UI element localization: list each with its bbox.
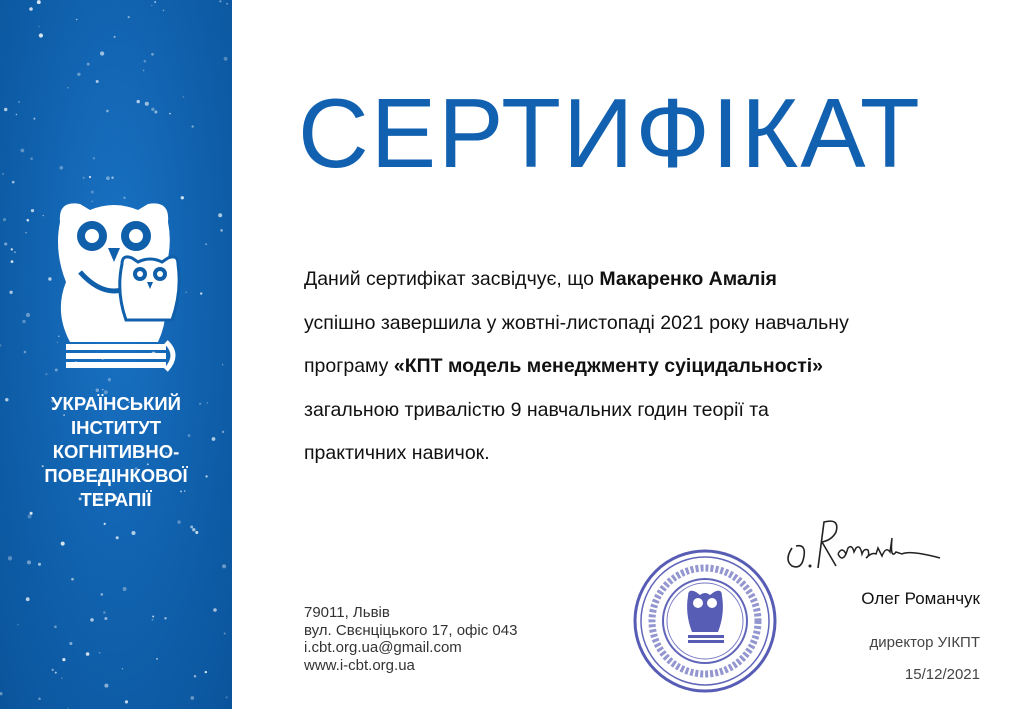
address-city: 79011, Львів [304, 604, 390, 621]
star-dot [61, 542, 65, 546]
round-seal-stamp [630, 546, 780, 696]
star-dot [183, 96, 185, 98]
body-text-intro: Даний сертифікат засвідчує, що [304, 268, 600, 290]
star-dot [62, 658, 65, 661]
recipient-name: Макаренко Амалія [599, 268, 777, 290]
star-dot [83, 177, 85, 179]
star-dot [100, 593, 103, 596]
star-dot [116, 536, 119, 539]
star-dot [137, 100, 140, 103]
star-dot [152, 616, 154, 618]
handwritten-signature [780, 508, 950, 580]
star-dot [213, 608, 217, 612]
star-dot [38, 697, 41, 700]
star-dot [102, 389, 103, 390]
star-dot [9, 291, 12, 294]
body-line-4: загальною тривалістю 9 навчальних годин теорії та [304, 398, 769, 421]
program-name: «КПТ модель менеджменту суіцидальності» [393, 355, 824, 377]
star-dot [154, 1, 156, 3]
star-dot [18, 101, 20, 103]
star-dot [218, 213, 222, 217]
signer-name: Олег Романчук [861, 589, 980, 608]
star-dot [27, 560, 31, 564]
star-dot [99, 652, 101, 654]
star-dot [27, 219, 30, 222]
star-dot [145, 102, 149, 106]
star-dot [14, 251, 16, 253]
star-dot [154, 111, 157, 114]
star-dot [151, 108, 154, 111]
star-dot [125, 700, 128, 703]
star-dot [222, 564, 226, 568]
star-dot [200, 292, 202, 294]
star-dot [89, 176, 91, 178]
star-dot [222, 364, 223, 365]
star-dot [123, 587, 127, 591]
star-dot [12, 181, 15, 184]
star-dot [219, 0, 221, 2]
star-dot [90, 618, 94, 622]
star-dot [68, 707, 69, 708]
star-dot [38, 26, 39, 27]
star-dot [24, 351, 27, 354]
star-dot [205, 671, 207, 673]
star-dot [111, 176, 113, 178]
star-dot [0, 692, 3, 695]
star-dot [45, 373, 47, 375]
star-dot [16, 114, 18, 116]
star-dot [61, 677, 62, 678]
star-dot [220, 229, 223, 232]
institute-name-line: УКРАЇНСЬКИЙ [51, 393, 181, 414]
signer-role: директор УІКПТ [869, 634, 980, 651]
star-dot [21, 149, 25, 153]
star-dot [33, 118, 35, 120]
star-dot [104, 523, 106, 525]
star-dot [152, 619, 154, 621]
star-dot [226, 3, 228, 4]
star-dot [29, 7, 33, 11]
contact-address [304, 604, 517, 674]
address-website: www.i-cbt.org.ua [304, 656, 415, 674]
star-dot [86, 652, 90, 656]
star-dot [164, 617, 166, 619]
certificate-date: 15/12/2021 [904, 666, 980, 683]
star-dot [103, 611, 106, 614]
body-text-program-prefix: програму [304, 355, 394, 377]
body-line-3 [304, 345, 1004, 389]
star-dot [169, 113, 171, 115]
star-dot [104, 617, 107, 620]
star-dot [104, 684, 108, 688]
body-line-5: практичних навичок. [304, 442, 490, 464]
star-dot [77, 73, 80, 76]
star-dot [4, 108, 7, 111]
star-dot [192, 528, 195, 531]
star-dot [190, 696, 194, 700]
star-dot [71, 578, 74, 581]
star-dot [3, 218, 6, 221]
star-dot [122, 668, 123, 669]
star-dot [108, 378, 111, 381]
star-dot [30, 157, 33, 160]
institute-name-line: ТЕРАПІЇ [80, 489, 152, 510]
star-dot [52, 669, 54, 671]
institute-name-line: ПОВЕДІНКОВОЇ [44, 465, 188, 486]
star-dot [0, 344, 1, 347]
star-dot [11, 248, 13, 250]
sidebar-panel [0, 0, 232, 709]
star-dot [177, 520, 180, 523]
star-dot [69, 642, 72, 645]
star-dot [28, 515, 32, 519]
star-dot [39, 33, 43, 37]
star-dot [30, 512, 33, 515]
star-dot [8, 556, 12, 560]
star-dot [224, 57, 228, 61]
star-dot [163, 10, 165, 12]
star-dot [93, 157, 95, 159]
body-line-1 [304, 258, 1004, 302]
star-dot [195, 531, 198, 534]
star-dot [156, 658, 158, 660]
star-dot [54, 625, 57, 628]
star-dot [190, 525, 193, 528]
star-dot [151, 53, 154, 56]
institute-name-line: КОГНІТИВНО- [52, 441, 180, 462]
star-dot [100, 51, 104, 55]
owl-on-books-icon [40, 192, 188, 372]
star-dot [191, 125, 193, 127]
star-dot [55, 672, 57, 674]
certificate-title: СЕРТИФІКАТ [298, 78, 922, 188]
star-dot [151, 5, 152, 6]
star-dot [144, 60, 147, 63]
star-dot [96, 80, 99, 83]
star-dot [26, 597, 30, 601]
star-dot [194, 675, 197, 678]
star-dot [11, 260, 14, 263]
star-dot [31, 209, 34, 212]
star-dot [37, 0, 41, 4]
star-dot [60, 166, 64, 170]
address-street: вул. Свєнціцького 17, офіс 043 [304, 621, 518, 639]
certificate-body [304, 258, 1004, 476]
star-dot [131, 531, 135, 535]
body-line-2: успішно завершила у жовтні-листопаді 2021 року навчальну [304, 311, 849, 334]
institute-name-line: ІНСТИТУТ [70, 417, 162, 438]
star-dot [2, 173, 4, 175]
star-dot [22, 320, 26, 324]
star-dot [38, 563, 41, 566]
star-dot [25, 232, 27, 234]
institute-name [0, 392, 232, 512]
address-email: i.cbt.org.ua@gmail.com [304, 639, 462, 656]
star-dot [87, 63, 90, 66]
star-dot [17, 624, 18, 625]
star-dot [224, 633, 226, 635]
star-dot [67, 87, 69, 89]
star-dot [226, 696, 228, 698]
star-dot [205, 243, 207, 245]
star-dot [143, 70, 144, 71]
star-dot [128, 16, 130, 18]
star-dot [26, 313, 30, 317]
star-dot [106, 176, 110, 180]
star-dot [114, 36, 116, 38]
star-dot [4, 242, 7, 245]
star-dot [106, 110, 109, 113]
star-dot [76, 19, 77, 20]
